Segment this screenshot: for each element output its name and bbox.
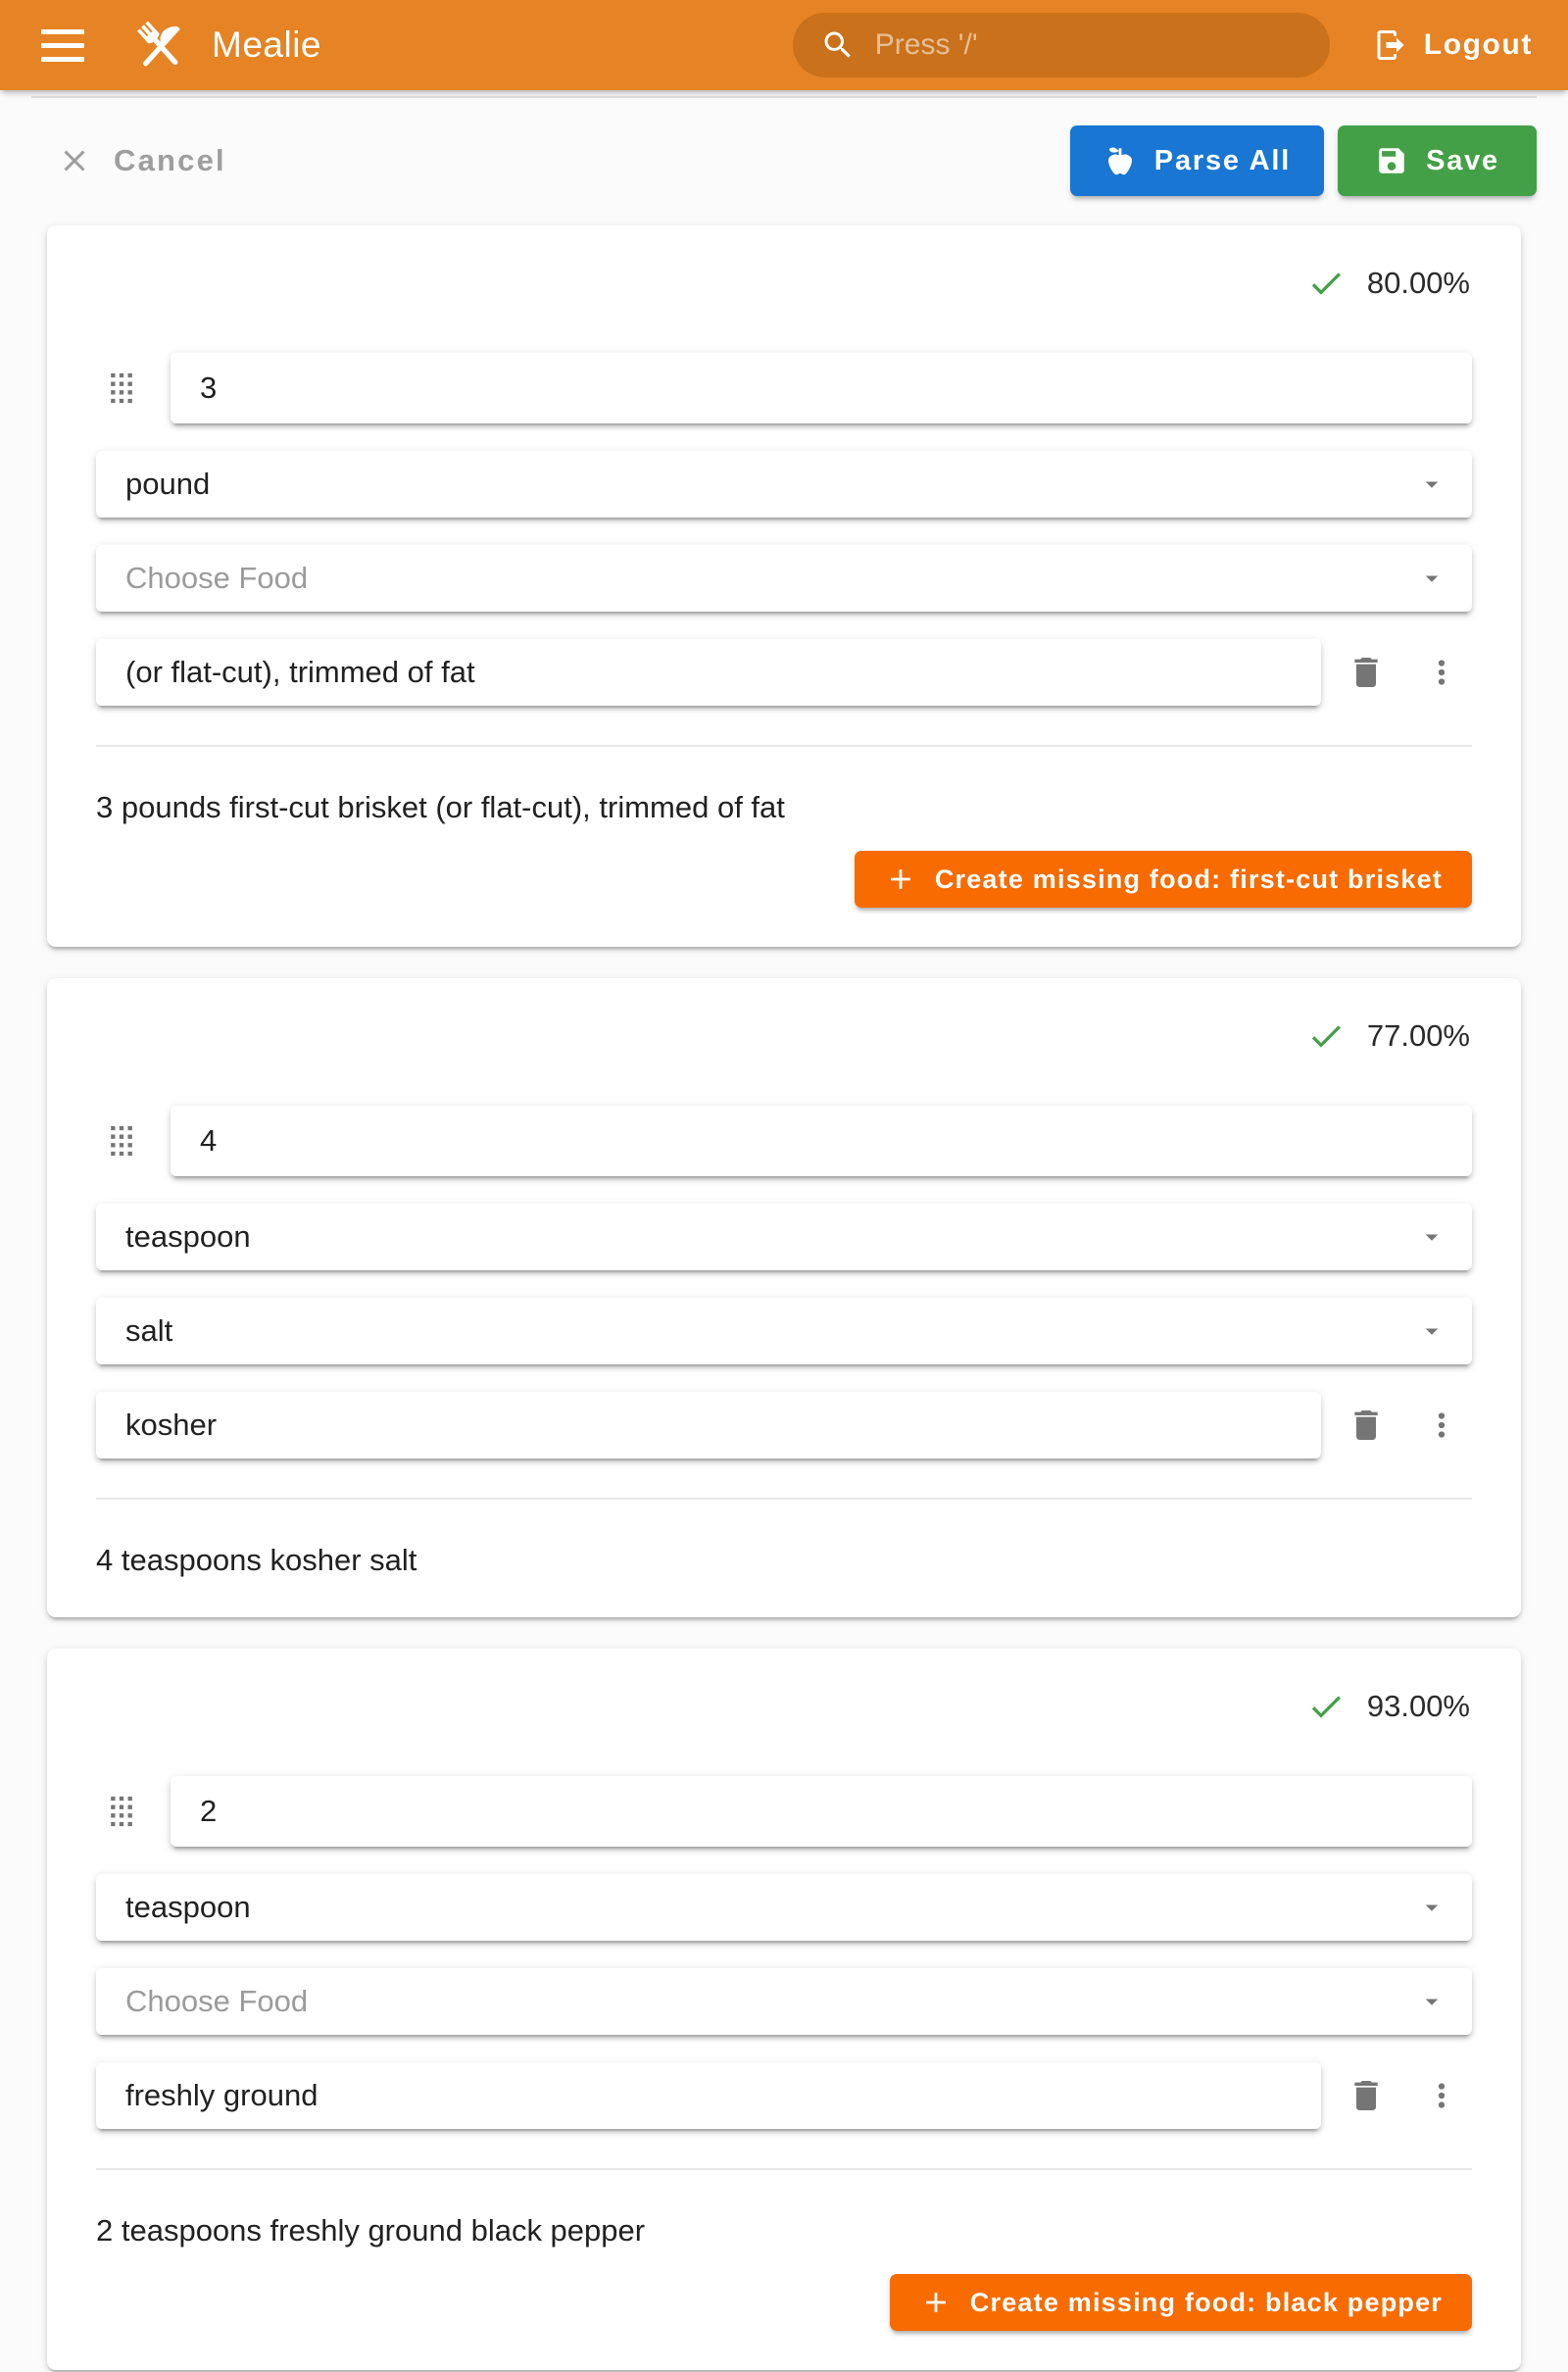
drag-handle-icon[interactable] <box>96 1115 147 1166</box>
delete-button[interactable] <box>1335 653 1397 692</box>
unit-select[interactable] <box>96 451 1472 518</box>
ingredient-fields <box>96 353 1472 706</box>
confidence-row <box>96 265 1470 302</box>
header-divider <box>31 96 1537 98</box>
confidence-value: 93.00% <box>1366 1689 1470 1723</box>
check-icon <box>1306 1016 1346 1056</box>
original-ingredient-text: 3 pounds first-cut brisket (or flat-cut), trimmed of fat <box>96 790 785 824</box>
mealie-logo-icon[interactable] <box>131 17 188 74</box>
delete-button[interactable] <box>1335 2076 1397 2115</box>
food-select[interactable] <box>96 1968 1472 2035</box>
app-title: Mealie <box>212 25 321 65</box>
editor-toolbar <box>31 125 1537 196</box>
check-icon <box>1306 264 1346 303</box>
more-options-button[interactable] <box>1411 1407 1472 1444</box>
chevron-down-icon <box>1417 564 1446 593</box>
save-icon <box>1375 144 1408 177</box>
logout-button[interactable] <box>1373 27 1533 63</box>
ingredient-card <box>47 1649 1521 2370</box>
menu-icon[interactable] <box>41 23 86 68</box>
search-icon <box>820 27 856 63</box>
note-input[interactable] <box>96 2078 1321 2113</box>
note-input[interactable] <box>96 655 1321 690</box>
ingredient-card <box>47 225 1521 947</box>
quantity-input[interactable] <box>171 371 1472 406</box>
search-bar[interactable] <box>793 13 1330 77</box>
apple-icon <box>1103 144 1137 177</box>
original-ingredient-text: 4 teaspoons kosher salt <box>96 1543 417 1577</box>
food-value: Choose Food <box>125 561 309 595</box>
more-options-button[interactable] <box>1411 654 1472 691</box>
delete-button[interactable] <box>1335 1406 1397 1445</box>
original-ingredient-text: 2 teaspoons freshly ground black pepper <box>96 2213 646 2248</box>
unit-select[interactable] <box>96 1204 1472 1270</box>
ingredient-fields <box>96 1106 1472 1458</box>
note-field <box>96 2062 1321 2129</box>
note-field <box>96 1392 1321 1458</box>
quantity-field <box>171 1776 1472 1847</box>
app-bar <box>0 0 1568 90</box>
card-divider <box>96 1498 1472 1500</box>
confidence-row <box>96 1688 1470 1725</box>
cancel-button[interactable] <box>57 143 226 178</box>
logout-icon <box>1373 27 1408 63</box>
save-label: Save <box>1426 144 1499 176</box>
ingredient-fields <box>96 1776 1472 2129</box>
quantity-input[interactable] <box>171 1123 1472 1159</box>
chevron-down-icon <box>1417 1316 1446 1346</box>
quantity-input[interactable] <box>171 1794 1472 1829</box>
note-input[interactable] <box>96 1408 1321 1443</box>
close-icon <box>57 143 92 178</box>
card-divider <box>96 2168 1472 2170</box>
check-icon <box>1306 1687 1346 1726</box>
unit-select[interactable] <box>96 1874 1472 1941</box>
plus-icon <box>884 863 917 896</box>
parse-all-label: Parse All <box>1153 144 1292 176</box>
search-input[interactable] <box>875 28 1302 62</box>
note-field <box>96 639 1321 706</box>
create-missing-food-label: Create missing food: first-cut brisket <box>934 864 1443 894</box>
ingredient-card <box>47 978 1521 1617</box>
chevron-down-icon <box>1417 469 1446 499</box>
quantity-field <box>171 1106 1472 1176</box>
cancel-label: Cancel <box>114 143 226 177</box>
chevron-down-icon <box>1417 1893 1446 1922</box>
food-value: Choose Food <box>125 1984 309 2018</box>
create-missing-food-button[interactable] <box>855 851 1472 908</box>
save-button[interactable] <box>1338 125 1537 196</box>
confidence-value: 77.00% <box>1366 1018 1470 1053</box>
food-select[interactable] <box>96 545 1472 612</box>
create-missing-food-label: Create missing food: black pepper <box>969 2287 1443 2317</box>
unit-value: teaspoon <box>125 1890 251 1924</box>
chevron-down-icon <box>1417 1222 1446 1252</box>
confidence-value: 80.00% <box>1366 266 1470 300</box>
drag-handle-icon[interactable] <box>96 1786 147 1837</box>
food-select[interactable] <box>96 1298 1472 1364</box>
page-content <box>0 96 1568 2370</box>
unit-value: pound <box>125 467 211 501</box>
drag-handle-icon[interactable] <box>96 363 147 414</box>
food-value: salt <box>125 1313 173 1348</box>
confidence-row <box>96 1017 1470 1055</box>
create-missing-food-button[interactable] <box>890 2274 1472 2331</box>
logout-label: Logout <box>1423 28 1533 61</box>
more-options-button[interactable] <box>1411 2077 1472 2114</box>
parse-all-button[interactable] <box>1070 125 1324 196</box>
plus-icon <box>919 2286 953 2319</box>
quantity-field <box>171 353 1472 423</box>
card-divider <box>96 745 1472 747</box>
unit-value: teaspoon <box>125 1219 251 1254</box>
chevron-down-icon <box>1417 1987 1446 2016</box>
